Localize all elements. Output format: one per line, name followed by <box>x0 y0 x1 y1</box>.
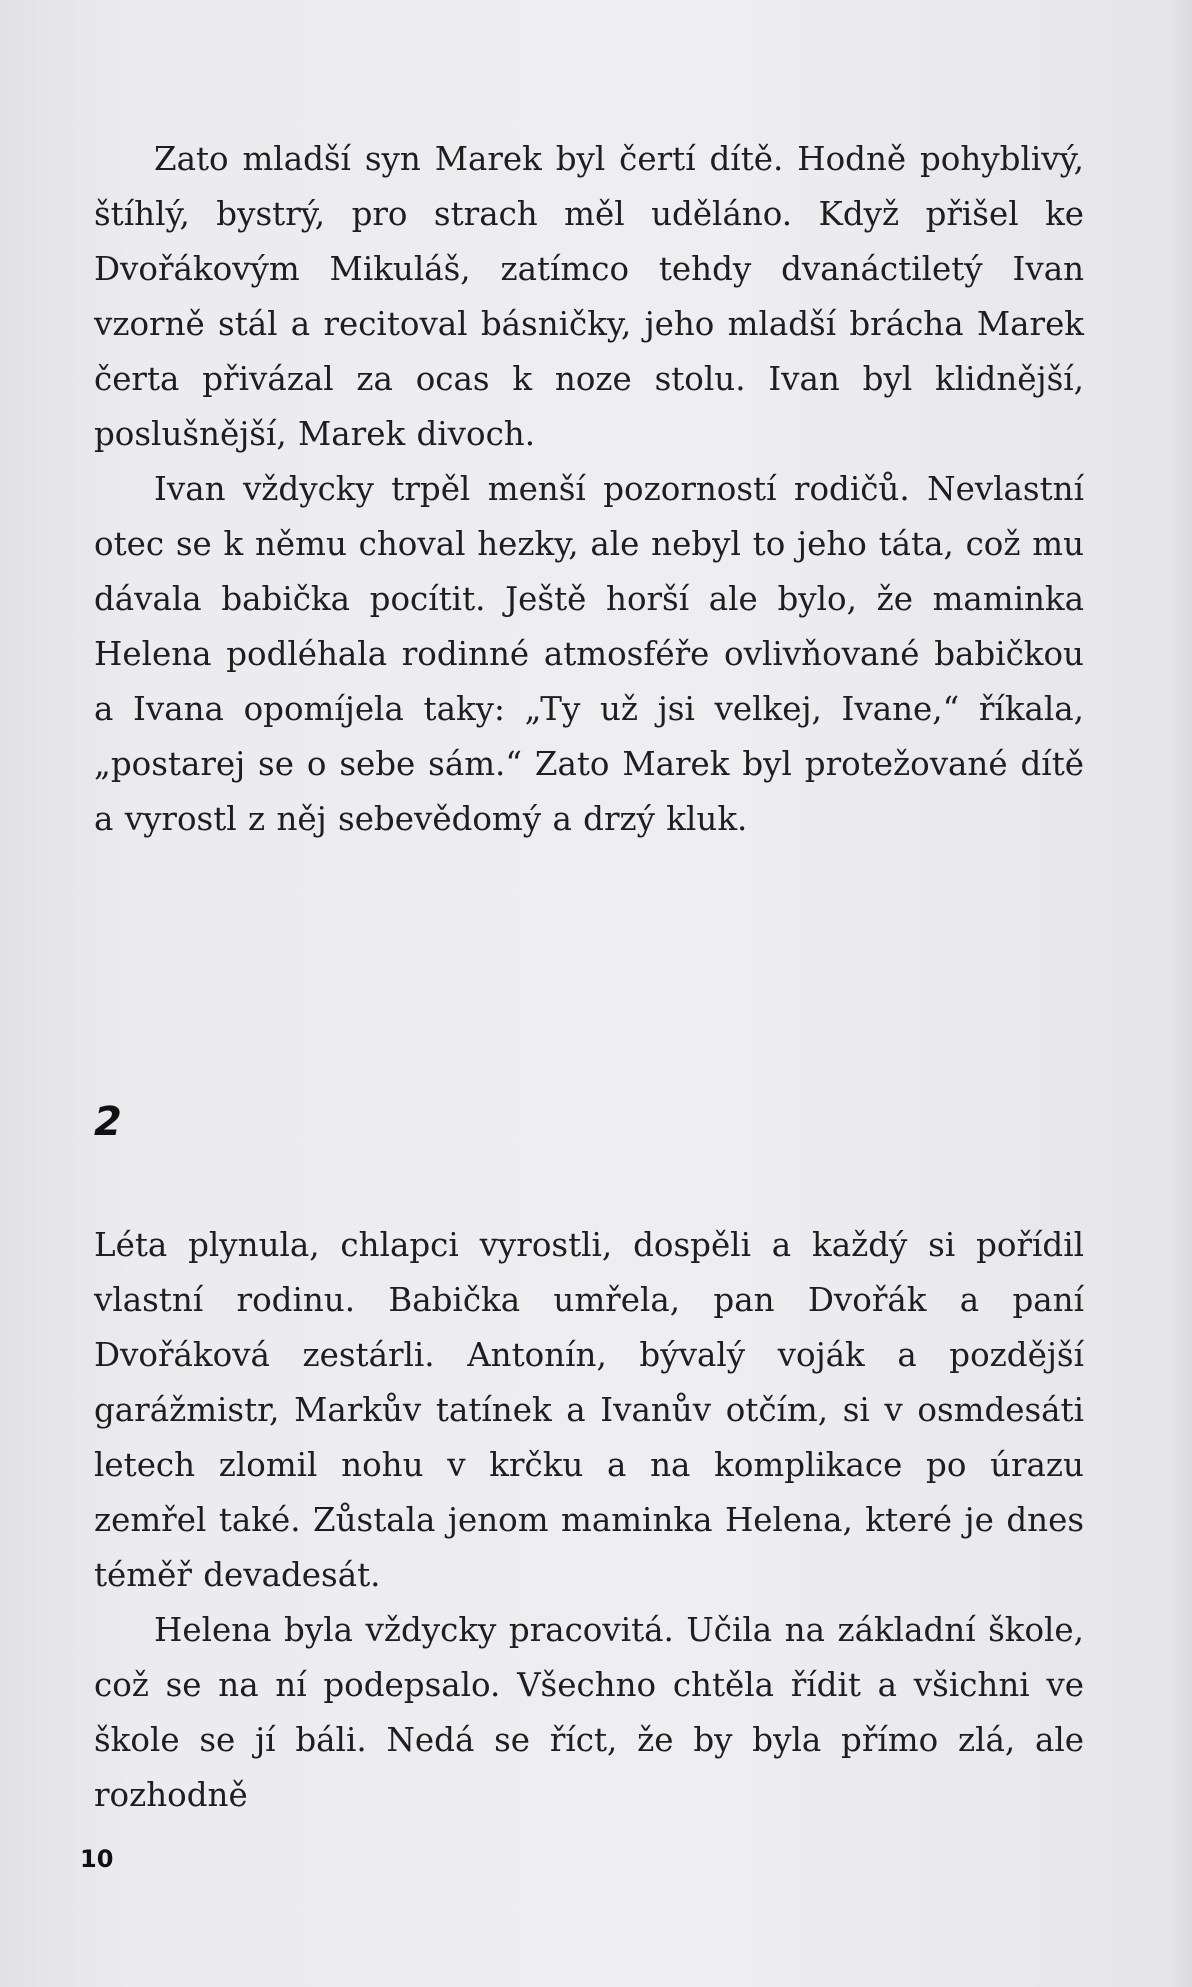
paragraph-helena: Helena byla vždycky pracovitá. Učila na základní škole, což se na ní podepsalo. Všechno chtěla řídit a všichni ve škole se jí báli. Nedá se říct, že by byla přímo zlá, ale rozhodně <box>94 1611 1084 1814</box>
paragraph-years: Léta plynula, chlapci vyrostli, dospěli a každý si pořídil vlastní rodinu. Babička umřela, pan Dvořák a paní Dvořáková zestárli. Antonín, bývalý voják a pozdější garážmistr, Markův tatínek a Ivanův otčím, si v osmdesáti letech zlomil nohu v krčku a na komplikace po úrazu zemřel také. Zůstala jenom maminka Helena, které je dnes téměř devadesát. <box>94 1226 1084 1594</box>
paragraph-ivan: Ivan vždycky trpěl menší pozorností rodičů. Nevlastní otec se k němu choval hezky, ale nebyl to jeho táta, což mu dávala babička pocítit. Ještě horší ale bylo, že maminka Helena podléhala rodinné atmosféře ovlivňované babičkou a Ivana opomíjela taky: „Ty už jsi velkej, Ivane,“ říkala, „postarej se o sebe sám.“ Zato Marek byl protežované dítě a vyrostl z něj sebevědomý a drzý kluk. <box>94 470 1084 838</box>
page-number: 10 <box>80 1845 114 1873</box>
section-two-text <box>94 1218 1084 1823</box>
chapter-number: 2 <box>94 1099 122 1145</box>
paragraph-marek: Zato mladší syn Marek byl čertí dítě. Hodně pohyblivý, štíhlý, bystrý, pro strach měl uděláno. Když přišel ke Dvořákovým Mikuláš, zatímco tehdy dvanáctiletý Ivan vzorně stál a recitoval básničky, jeho mladší brácha Marek čerta přivázal za ocas k noze stolu. Ivan byl klidnější, poslušnější, Marek divoch. <box>94 140 1084 453</box>
section-one-text <box>94 132 1084 847</box>
